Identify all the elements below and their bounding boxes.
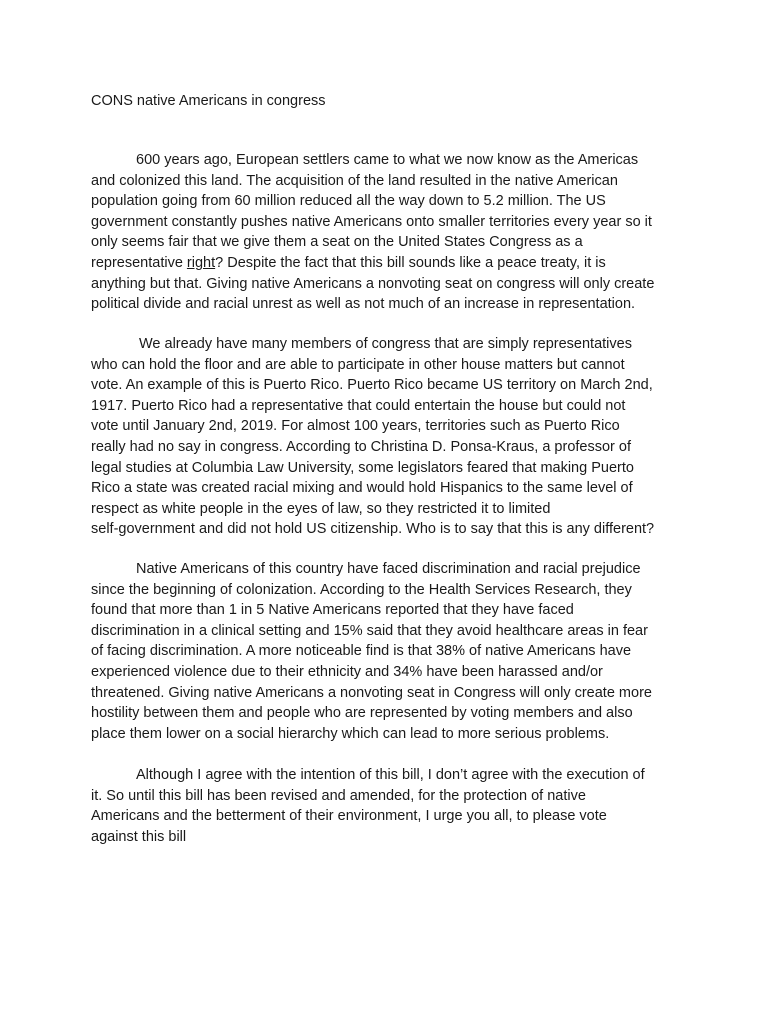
text-line: of facing discrimination. A more noticeable find is that 38% of native Americans have bbox=[91, 643, 632, 660]
text-line: vote until January 2nd, 2019. For almost 100 years, territories such as Puerto Rico bbox=[91, 418, 620, 435]
text-line: legal studies at Columbia Law University, some legislators feared that making Puerto bbox=[91, 459, 634, 476]
text-line: really had no say in congress. According to Christina D. Ponsa-Kraus, a professor of bbox=[91, 438, 631, 455]
text-line: who can hold the floor and are able to participate in other house matters but cannot bbox=[91, 356, 625, 373]
text-line: government constantly pushes native Americans onto smaller territories every year so it bbox=[91, 213, 652, 230]
text-line: it. So until this bill has been revised and amended, for the protection of native bbox=[91, 787, 586, 804]
text-line: found that more than 1 in 5 Native Americans reported that they have faced bbox=[91, 602, 574, 619]
text-line: since the beginning of colonization. According to the Health Services Research, they bbox=[91, 581, 632, 598]
text-segment: ? Despite the fact that this bill sounds like a peace treaty, it is bbox=[215, 254, 606, 271]
text-line: political divide and racial unrest as well as not much of an increase in representation. bbox=[91, 296, 636, 313]
text-line: respect as white people in the eyes of law, so they restricted it to limited bbox=[91, 500, 551, 517]
text-line: place them lower on a social hierarchy which can lead to more serious problems. bbox=[91, 725, 610, 742]
text-line: self-government and did not hold US citizenship. Who is to say that this is any different? bbox=[91, 521, 655, 538]
text-line: threatened. Giving native Americans a nonvoting seat in Congress will only create more bbox=[91, 684, 652, 701]
text-line: Americans and the betterment of their environment, I urge you all, to please vote bbox=[91, 808, 607, 825]
underlined-word: right bbox=[186, 254, 216, 271]
text-line: against this bill bbox=[91, 828, 187, 845]
text-line: hostility between them and people who are represented by voting members and also bbox=[91, 705, 633, 722]
text-line: 1917. Puerto Rico had a representative that could entertain the house but could not bbox=[91, 397, 626, 414]
text-line: only seems fair that we give them a seat on the United States Congress as a bbox=[91, 234, 583, 251]
paragraph-2 bbox=[91, 334, 679, 540]
text-line: 600 years ago, European settlers came to what we now know as the Americas bbox=[136, 152, 639, 168]
text-line: and colonized this land. The acquisition of the land resulted in the native American bbox=[91, 172, 618, 189]
document-title: CONS native Americans in congress bbox=[91, 93, 326, 109]
text-line: Although I agree with the intention of this bill, I don’t agree with the execution of bbox=[136, 767, 645, 783]
text-line: population going from 60 million reduced all the way down to 5.2 million. The US bbox=[91, 193, 606, 210]
text-line bbox=[91, 253, 679, 274]
text-line: vote. An example of this is Puerto Rico. Puerto Rico became US territory on March 2nd, bbox=[91, 377, 653, 394]
text-line: experienced violence due to their ethnicity and 34% have been harassed and/or bbox=[91, 663, 603, 680]
paragraph-3 bbox=[91, 559, 679, 744]
text-segment: representative bbox=[91, 254, 187, 271]
text-line: discrimination in a clinical setting and 15% said that they avoid healthcare areas in fear bbox=[91, 622, 648, 639]
paragraph-4 bbox=[91, 765, 679, 847]
text-line: Rico a state was created racial mixing and would hold Hispanics to the same level of bbox=[91, 480, 633, 497]
text-line: Native Americans of this country have faced discrimination and racial prejudice bbox=[136, 561, 641, 577]
paragraph-1 bbox=[91, 150, 679, 315]
text-line: anything but that. Giving native Americans a nonvoting seat on congress will only create bbox=[91, 275, 655, 292]
text-line: We already have many members of congress that are simply representatives bbox=[139, 336, 632, 352]
